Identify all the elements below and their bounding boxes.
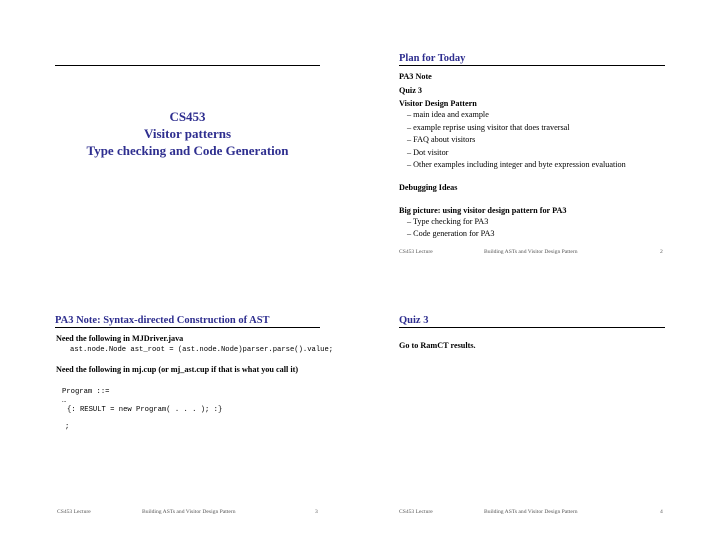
slide2-footer-page: 2 [660,249,663,255]
slide2-footer-left: CS453 Lecture [399,249,433,255]
slide4-title: Quiz 3 [399,315,429,326]
slide2-big-picture: Big picture: using visitor design pattern for PA3 [399,206,567,215]
slide3-footer-left: CS453 Lecture [57,509,91,515]
slide2-debugging: Debugging Ideas [399,183,458,192]
slide3-title: PA3 Note: Syntax-directed Construction of AST [55,315,270,326]
slide1-title-line-2: Visitor patterns [143,126,232,141]
slide3-title-rule [55,327,320,328]
slide2-item-visitor: Visitor Design Pattern [399,99,477,108]
slide4-footer-left: CS453 Lecture [399,509,433,515]
slide3-code-line: … [62,397,67,405]
slide3-code-line: {: RESULT = new Program( . . . ); :} [67,406,223,414]
slide1-title-line-3: Type checking and Code Generation [86,143,289,158]
slide1-title [55,108,320,159]
slide2-subitem: – Dot visitor [407,148,449,157]
slide2-item-pa3-note: PA3 Note [399,72,432,81]
slide4-body: Go to RamCT results. [399,341,476,350]
slide4-footer-center: Building ASTs and Visitor Design Pattern [484,509,578,515]
slide3-code-1: ast.node.Node ast_root = (ast.node.Node)parser.parse().value; [70,346,334,354]
slide2-title: Plan for Today [399,53,466,64]
slide2-title-rule [399,65,665,66]
slide3-code-line: ; [65,423,70,431]
slide2-big-picture-subitem: – Type checking for PA3 [407,217,489,226]
slide1-title-line-1: CS453 [169,109,206,124]
slide2-subitem: – FAQ about visitors [407,135,476,144]
slide2-footer-center: Building ASTs and Visitor Design Pattern [484,249,578,255]
slide2-item-quiz3: Quiz 3 [399,86,422,95]
slide4-title-rule [399,327,665,328]
slide3-footer-page: 3 [315,509,318,515]
slide2-big-picture-subitem: – Code generation for PA3 [407,229,495,238]
slide2-subitem: – example reprise using visitor that does traversal [407,123,570,132]
slide2-subitem: – Other examples including integer and byte expression evaluation [407,160,626,169]
slide4-footer-page: 4 [660,509,663,515]
slide3-code-line: Program ::= [62,388,110,396]
slide3-line-2: Need the following in mj.cup (or mj_ast.cup if that is what you call it) [56,365,299,374]
slide2-subitem: – main idea and example [407,110,489,119]
slide3-footer-center: Building ASTs and Visitor Design Pattern [142,509,236,515]
slide3-line-1: Need the following in MJDriver.java [56,334,184,343]
slide1-top-rule [55,65,320,66]
